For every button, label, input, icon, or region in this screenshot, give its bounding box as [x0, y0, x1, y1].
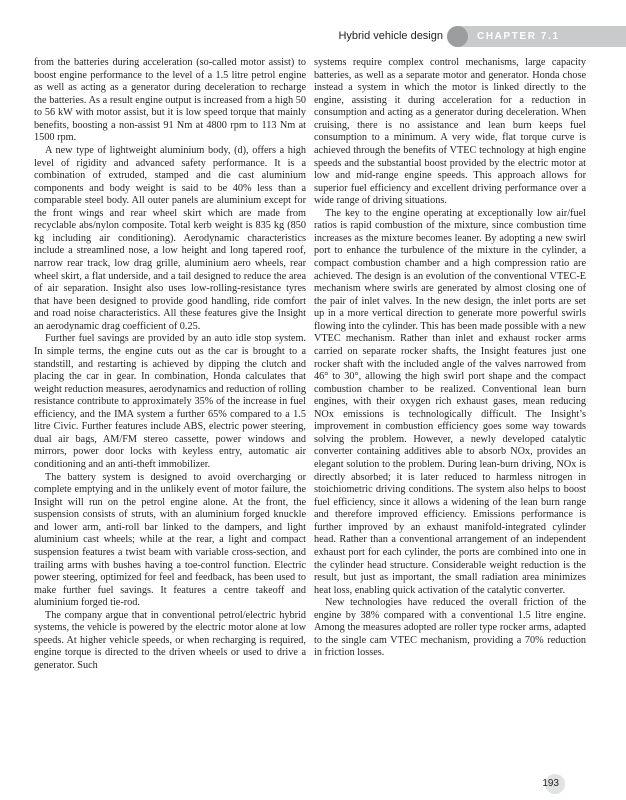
paragraph: A new type of lightweight aluminium body, (d), offers a high level of rigidity and advanced safety performance. It is a combination of extruded, stamped and die cast aluminium components and body weight is said to be 40% less than a comparable steel body. All outer panels are aluminium except for the front wings and rear wheel skirt which are made from recyclable abs/nylon composite. Total kerb weight is 835 kg (850 kg including air conditioning). Aerodynamic characteristics include a streamlined nose, a low height and long tapered roof, narrow rear track, low drag grille, aluminium aero wheels, rear wheel skirt, a flat underside, and a tail designed to reduce the area of air separation. Insight also uses low-rolling-resistance tyres that have been designed to provide good handling, ride comfort and road noise characteristics. All these features give the Insight an aerodynamic drag coefficient of 0.25. — [34, 144, 306, 332]
chapter-label: CHAPTER 7.1 — [477, 31, 560, 42]
page-number: 193 — [542, 778, 559, 789]
paragraph: from the batteries during acceleration (so-called motor assist) to boost engine performance to the level of a 1.5 litre petrol engine as well as acting as a generator during deceleration to recharge the batteries. As a result engine output is increased from a high 50 to 56 kW with motor assist, but it is low speed torque that mainly benefits, boosting a non-assist 91 Nm at 4800 rpm to 113 Nm at 1500 rpm. — [34, 57, 306, 144]
running-header — [0, 26, 626, 47]
left-column — [34, 57, 306, 673]
right-column — [314, 57, 586, 660]
paragraph: The company argue that in conventional petrol/electric hybrid systems, the vehicle is powered by the electric motor alone at low speeds. At higher vehicle speeds, or when recharging is required, engine torque is directed to the driven wheels or used to drive a generator. Such — [34, 609, 306, 671]
running-header-title: Hybrid vehicle design — [338, 30, 443, 42]
paragraph: The key to the engine operating at exceptionally low air/fuel ratios is rapid combustion of the mixture, since combustion time increases as the mixture becomes leaner. By adopting a new swirl port to enhance the turbulence of the mixture in the cylinder, a compact combustion chamber and a high compression ratio are achieved. The design is an evolution of the conventional VTEC-E mechanism where swirls are generated by almost closing one of the pair of inlet valves. In the new design, the inlet ports are set up in a more vertical direction to generate more powerful swirls flowing into the cylinder. This has been made possible with a new VTEC mechanism. Rather than inlet and exhaust rocker arms carried on separate rocker shafts, the Insight features just one rocker shaft with the included angle of the valves narrowed from 46° to 30°, allowing the high swirl port shape and the compact combustion chamber to be realized. Conventional lean burn engines, with their oxygen rich exhaust gases, mean reducing NOx emissions is technologically difficult. The Insight’s improvement in combustion efficiency goes some way towards solving the problem. However, a newly developed catalytic converter containing additives able to absorb NOx, provides an elegant solution to the problem. During lean-burn driving, NOx is directly absorbed; it is later reduced to harmless nitrogen in stoichiometric driving conditions. The system also helps to boost fuel efficiency, since it allows a widening of the lean burn range and therefore improved efficiency. Emissions performance is further improved by an exhaust manifold-integrated cylinder head. Rather than a conventional arrangement of an independent exhaust port for each cylinder, the ports are combined into one in the cylinder head structure. Considerable weight reduction is the result, but just as important, the small radiation area minimizes heat loss, enabling quick activation of the catalytic converter. — [314, 207, 586, 596]
paragraph: New technologies have reduced the overall friction of the engine by 38% compared with a conventional 1.5 litre engine. Among the measures adopted are roller type rocker arms, adapted to the single cam VTEC mechanism, providing a 70% reduction in friction losses. — [314, 597, 586, 659]
paragraph: systems require complex control mechanisms, large capacity batteries, as well as a separate motor and generator. Honda chose instead a system in which the motor is linked directly to the engine, assisting it during acceleration for a reduction in consumption and acting as a generator during deceleration. When cruising, there is no assistance and lean burn keeps fuel consumption to a minimum. A very wide, flat torque curve is achieved through the benefits of VTEC technology at high engine speeds and the substantial boost provided by the electric motor at low and mid-range engine speeds. This approach allows for superior fuel efficiency and excellent driving performance over a wide range of driving situations. — [314, 57, 586, 207]
paragraph: Further fuel savings are provided by an auto idle stop system. In simple terms, the engine cuts out as the car is brought to a standstill, and restarting is achieved by dipping the clutch and placing the car in gear. In combination, Honda calculates that weight reduction measures, aerodynamics and reduction of rolling resistance contribute to approximately 35% of the increase in fuel efficiency, and the IMA system a further 65% compared to a 1.5 litre Civic. Further features include ABS, electric power steering, dual air bags, AM/FM stereo cassette, power windows and mirrors, power door locks with keyless entry, automatic air conditioning and an anti-theft immobilizer. — [34, 333, 306, 470]
page-footer — [0, 775, 626, 793]
paragraph: The battery system is designed to avoid overcharging or complete emptying and in the unlikely event of motor failure, the Insight will run on the petrol engine alone. At the front, the suspension consists of struts, with an aluminium forged knuckle and lower arm, anti-roll bar linked to the dampers, and light aluminium cast wheels; while at the rear, a light and compact suspension features a twist beam with variable cross-section, and trailing arms with bushes having a toe-control function. Electric power steering, optimized for feel and feedback, has been used to make further fuel savings. It features a centre takeoff and aluminium forged tie-rod. — [34, 471, 306, 609]
